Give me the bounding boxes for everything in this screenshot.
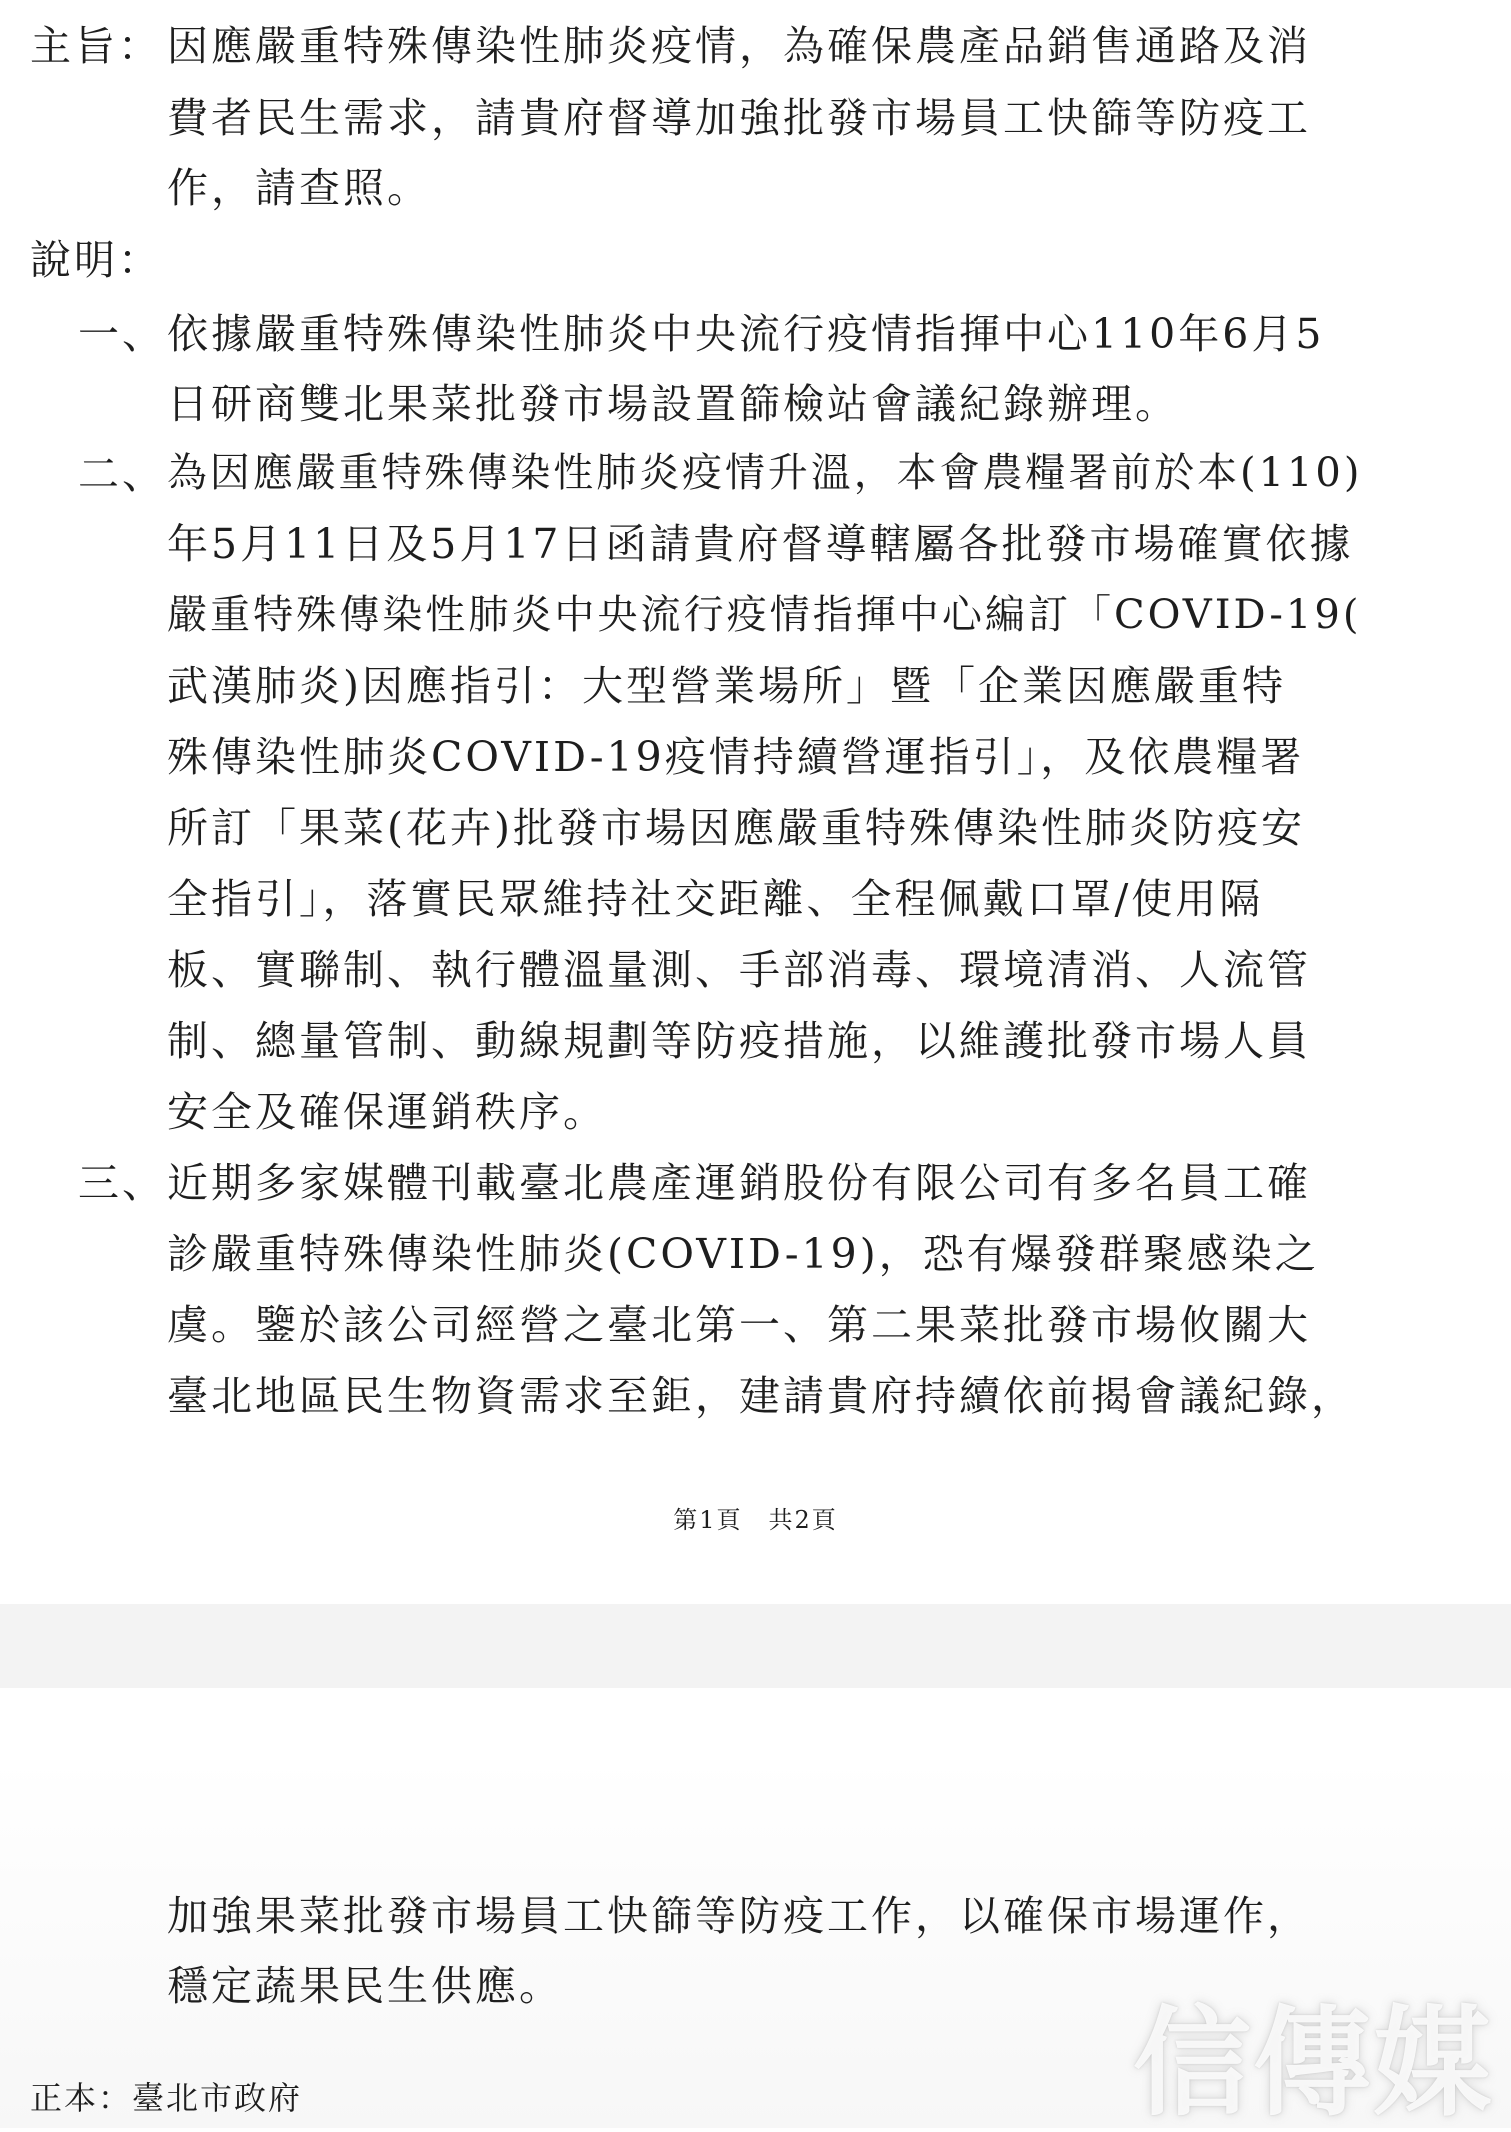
subject-label: 主旨： [30, 22, 162, 70]
item-2-line-4: 武漢肺炎)因應指引：大型營業場所」暨「企業因應嚴重特 [167, 662, 1286, 710]
subject-line-1: 因應嚴重特殊傳染性肺炎疫情，為確保農產品銷售通路及消 [167, 22, 1311, 70]
page-divider [0, 1604, 1511, 1688]
recipient-line: 正本：臺北市政府 [30, 2079, 303, 2117]
item-2-line-5: 殊傳染性肺炎COVID-19疫情持續營運指引」，及依農糧署 [167, 733, 1305, 781]
item-number-3: 三、 [78, 1159, 166, 1207]
watermark-logo: 信傳媒 [1132, 1994, 1493, 2132]
item-2-line-2: 年5月11日及5月17日函請貴府督導轄屬各批發市場確實依據 [167, 520, 1354, 568]
item-3-line-4: 臺北地區民生物資需求至鉅，建請貴府持續依前揭會議紀錄， [167, 1372, 1355, 1420]
item-2-line-9: 制、總量管制、動線規劃等防疫措施，以維護批發市場人員 [167, 1017, 1311, 1065]
item-3-line-1: 近期多家媒體刊載臺北農產運銷股份有限公司有多名員工確 [167, 1159, 1311, 1207]
subject-line-2: 費者民生需求，請貴府督導加強批發市場員工快篩等防疫工 [167, 94, 1311, 142]
item-2-line-1: 為因應嚴重特殊傳染性肺炎疫情升溫，本會農糧署前於本(110) [167, 450, 1363, 496]
item-3-line-2: 診嚴重特殊傳染性肺炎(COVID-19)，恐有爆發群聚感染之 [167, 1230, 1319, 1278]
item-1-line-2: 日研商雙北果菜批發市場設置篩檢站會議紀錄辦理。 [167, 380, 1179, 428]
item-2-line-8: 板、實聯制、執行體溫量測、手部消毒、環境清消、人流管 [167, 946, 1311, 994]
item-2-line-6: 所訂「果菜(花卉)批發市場因應嚴重特殊傳染性肺炎防疫安 [167, 804, 1305, 852]
item-1-line-1: 依據嚴重特殊傳染性肺炎中央流行疫情指揮中心110年6月5 [167, 310, 1325, 358]
page2-line-2: 穩定蔬果民生供應。 [167, 1962, 563, 2010]
page2-line-1: 加強果菜批發市場員工快篩等防疫工作，以確保市場運作， [167, 1892, 1311, 1940]
item-2-line-10: 安全及確保運銷秩序。 [167, 1088, 607, 1136]
item-2-line-3: 嚴重特殊傳染性肺炎中央流行疫情指揮中心編訂「COVID-19( [167, 592, 1362, 638]
item-number-2: 二、 [78, 450, 166, 498]
item-2-line-7: 全指引」，落實民眾維持社交距離、全程佩戴口罩/使用隔 [167, 875, 1264, 923]
page-number: 第1頁 共2頁 [673, 1506, 838, 1534]
explanation-label: 說明： [30, 236, 162, 284]
subject-line-3: 作，請查照。 [167, 164, 431, 212]
document-page-2 [0, 1688, 1511, 2132]
item-3-line-3: 虞。鑒於該公司經營之臺北第一、第二果菜批發市場攸關大 [167, 1301, 1311, 1349]
item-number-1: 一、 [78, 310, 166, 358]
